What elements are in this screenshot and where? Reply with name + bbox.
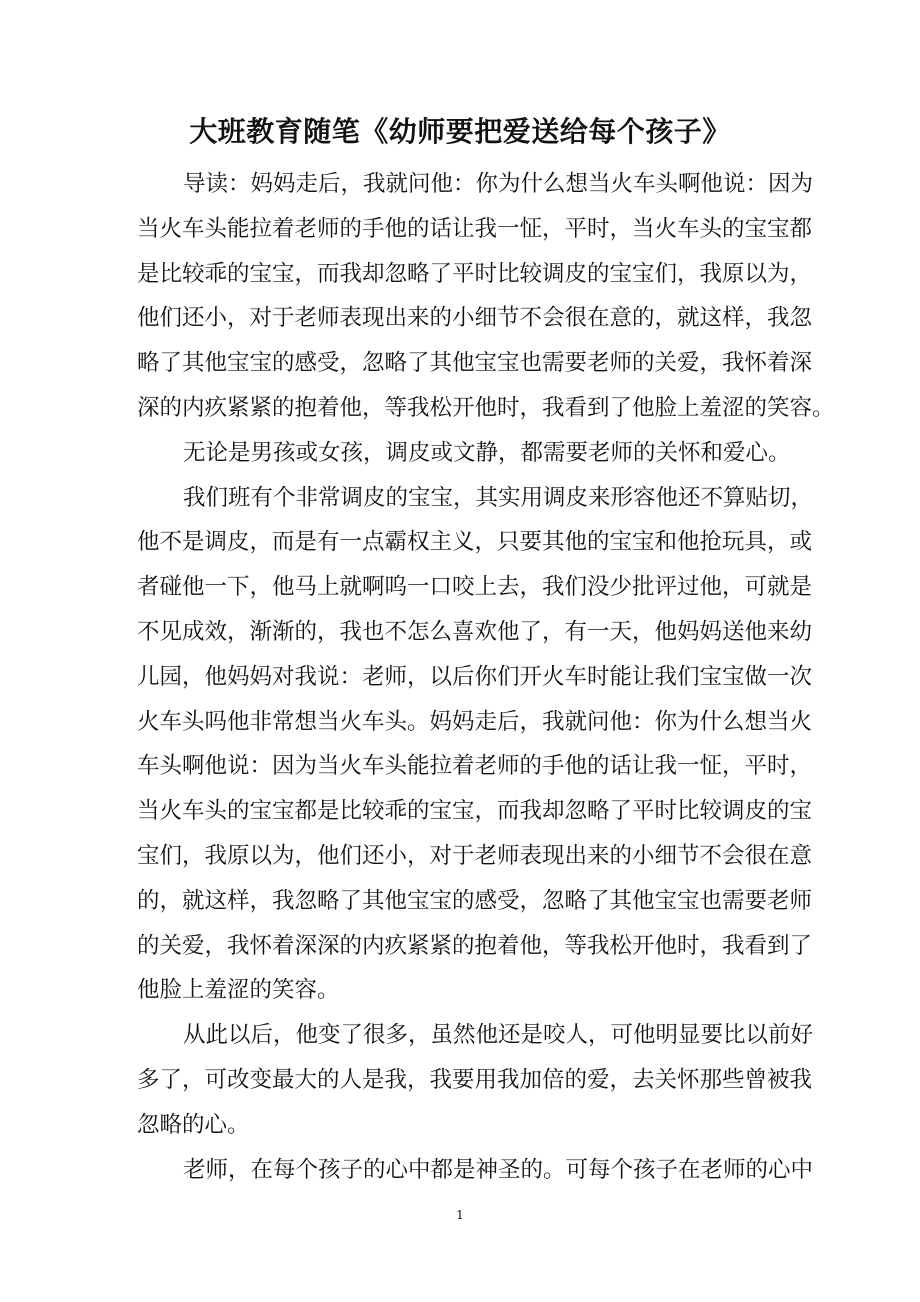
paragraph-line: 从此以后，他变了很多，虽然他还是咬人，可他明显要比以前好 <box>183 1022 814 1049</box>
paragraph-line: 者碰他一下，他马上就啊呜一口咬上去，我们没少批评过他，可就是 <box>137 574 813 601</box>
paragraph-line: 导读：妈妈走后，我就问他：你为什么想当火车头啊他说：因为 <box>183 171 814 197</box>
page-number: 1 <box>456 1208 464 1222</box>
paragraph-line: 儿园，他妈妈对我说：老师，以后你们开火车时能让我们宝宝做一次 <box>137 663 813 690</box>
document-body <box>137 162 835 1192</box>
paragraph-line: 火车头吗他非常想当火车头。妈妈走后，我就问他：你为什么想当火 <box>137 708 813 735</box>
paragraph-line: 车头啊他说：因为当火车头能拉着老师的手他的话让我一怔，平时， <box>137 753 813 780</box>
paragraph-line: 无论是男孩或女孩，调皮或文静，都需要老师的关怀和爱心。 <box>183 439 791 466</box>
paragraph-line: 是比较乖的宝宝，而我却忽略了平时比较调皮的宝宝们，我原以为， <box>137 260 813 287</box>
paragraph-line: 深的内疚紧紧的抱着他，等我松开他时，我看到了他脸上羞涩的笑容。 <box>137 394 835 421</box>
paragraph-line: 我们班有个非常调皮的宝宝，其实用调皮来形容他还不算贴切， <box>183 484 814 511</box>
paragraph-line: 的关爱，我怀着深深的内疚紧紧的抱着他，等我松开他时，我看到了 <box>137 932 813 959</box>
paragraph-line: 当火车头的宝宝都是比较乖的宝宝，而我却忽略了平时比较调皮的宝 <box>137 798 813 825</box>
paragraph-line: 宝们，我原以为，他们还小，对于老师表现出来的小细节不会很在意 <box>137 842 813 869</box>
paragraph-line: 当火车头能拉着老师的手他的话让我一怔，平时，当火车头的宝宝都 <box>137 215 813 242</box>
paragraph-line: 他不是调皮，而是有一点霸权主义，只要其他的宝宝和他抢玩具，或 <box>137 529 813 556</box>
paragraph-line: 忽略的心。 <box>137 1111 250 1138</box>
paragraph-line: 他脸上羞涩的笑容。 <box>137 977 340 1004</box>
document-title: 大班教育随笔《幼师要把爱送给每个孩子》 <box>189 115 731 148</box>
paragraph-line: 的，就这样，我忽略了其他宝宝的感受，忽略了其他宝宝也需要老师 <box>137 887 813 914</box>
paragraph-line: 他们还小，对于老师表现出来的小细节不会很在意的，就这样，我忽 <box>137 305 813 332</box>
paragraph-line: 略了其他宝宝的感受，忽略了其他宝宝也需要老师的关爱，我怀着深 <box>137 350 813 377</box>
paragraph-line: 多了，可改变最大的人是我，我要用我加倍的爱，去关怀那些曾被我 <box>137 1066 813 1093</box>
paragraph-line: 老师，在每个孩子的心中都是神圣的。可每个孩子在老师的心中 <box>183 1156 814 1183</box>
paragraph-line: 不见成效，渐渐的，我也不怎么喜欢他了，有一天，他妈妈送他来幼 <box>137 618 813 645</box>
